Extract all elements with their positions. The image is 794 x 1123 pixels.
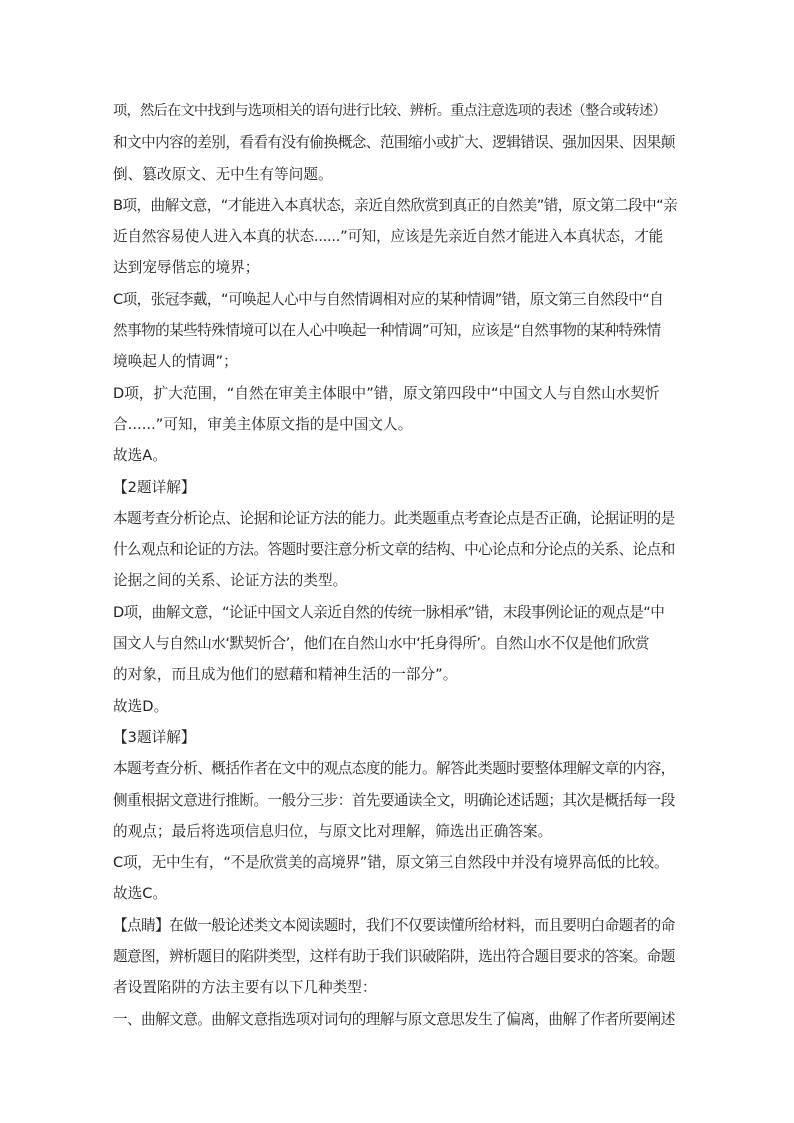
text-line: 的对象，而且成为他们的慰藉和精神生活的一部分”。 bbox=[113, 666, 458, 684]
text-line: 达到宠辱偕忘的境界； bbox=[113, 259, 260, 277]
text-line: 国文人与自然山水‘默契忻合’，他们在自然山水中‘托身得所’。自然山水不仅是他们欣赏 bbox=[113, 635, 649, 653]
document-body bbox=[113, 96, 683, 1035]
text-line: 侧重根据文意进行推断。一般分三步：首先要通读全文，明确论述话题；其次是概括每一段 bbox=[113, 791, 675, 809]
text-line: 【点睛】在做一般论述类文本阅读题时，我们不仅要读懂所给材料，而且要明白命题者的命 bbox=[113, 916, 675, 934]
text-line: 什么观点和论证的方法。答题时要注意分析文章的结构、中心论点和分论点的关系、论点和 bbox=[113, 541, 675, 559]
text-line: 的观点；最后将选项信息归位，与原文比对理解，筛选出正确答案。 bbox=[113, 822, 553, 840]
text-line: 项，然后在文中找到与选项相关的语句进行比较、辨析。重点注意选项的表述（整合或转述） bbox=[113, 103, 666, 119]
text-line: 本题考查分析、概括作者在文中的观点态度的能力。解答此类题时要整体理解文章的内容， bbox=[113, 760, 675, 778]
text-line: 论据之间的关系、论证方法的类型。 bbox=[113, 572, 348, 590]
text-line: 故选C。 bbox=[113, 885, 168, 903]
text-line: 故选D。 bbox=[113, 697, 169, 715]
text-line: 然事物的某些特殊情境可以在人心中唤起一种情调”可知，应该是“自然事物的某种特殊情 bbox=[113, 322, 661, 340]
text-line: D项，扩大范围，“自然在审美主体眼中”错，原文第四段中“中国文人与自然山水契忻 bbox=[113, 384, 660, 402]
text-line: 境唤起人的情调”； bbox=[113, 353, 238, 371]
text-line: 题意图，辨析题目的陷阱类型，这样有助于我们识破陷阱，选出符合题目要求的答案。命题 bbox=[113, 948, 675, 966]
section-heading: 【2题详解】 bbox=[113, 478, 196, 496]
text-line: 倒、篡改原文、无中生有等问题。 bbox=[113, 165, 333, 183]
text-line: 合......”可知，审美主体原文指的是中国文人。 bbox=[113, 415, 413, 433]
text-line: C项，无中生有，“不是欣赏美的高境界”错，原文第三自然段中并没有境界高低的比较。 bbox=[113, 854, 669, 872]
section-heading: 【3题详解】 bbox=[113, 728, 196, 746]
text-line: 者设置陷阱的方法主要有以下几种类型： bbox=[113, 979, 377, 997]
text-line: C项，张冠李戴，“可唤起人心中与自然情调相对应的某种情调”错，原文第三自然段中“自 bbox=[113, 290, 664, 308]
text-line: 一、曲解文意。曲解文意指选项对词句的理解与原文意思发生了偏离，曲解了作者所要阐述 bbox=[113, 1010, 675, 1028]
text-line: 本题考查分析论点、论据和论证方法的能力。此类题重点考查论点是否正确，论据证明的是 bbox=[113, 509, 675, 527]
text-line: 故选A。 bbox=[113, 447, 167, 465]
text-line: D项，曲解文意，“论证中国文人亲近自然的传统一脉相承”错，末段事例论证的观点是“中 bbox=[113, 603, 665, 621]
text-line: 近自然容易使人进入本真的状态......”可知，应该是先亲近自然才能进入本真状态，才能 bbox=[113, 228, 664, 246]
text-line: B项，曲解文意，“才能进入本真状态，亲近自然欣赏到真正的自然美”错，原文第二段中“亲 bbox=[113, 196, 678, 214]
text-line: 和文中内容的差别，看看有没有偷换概念、范围缩小或扩大、逻辑错误、强加因果、因果颠 bbox=[113, 134, 675, 152]
